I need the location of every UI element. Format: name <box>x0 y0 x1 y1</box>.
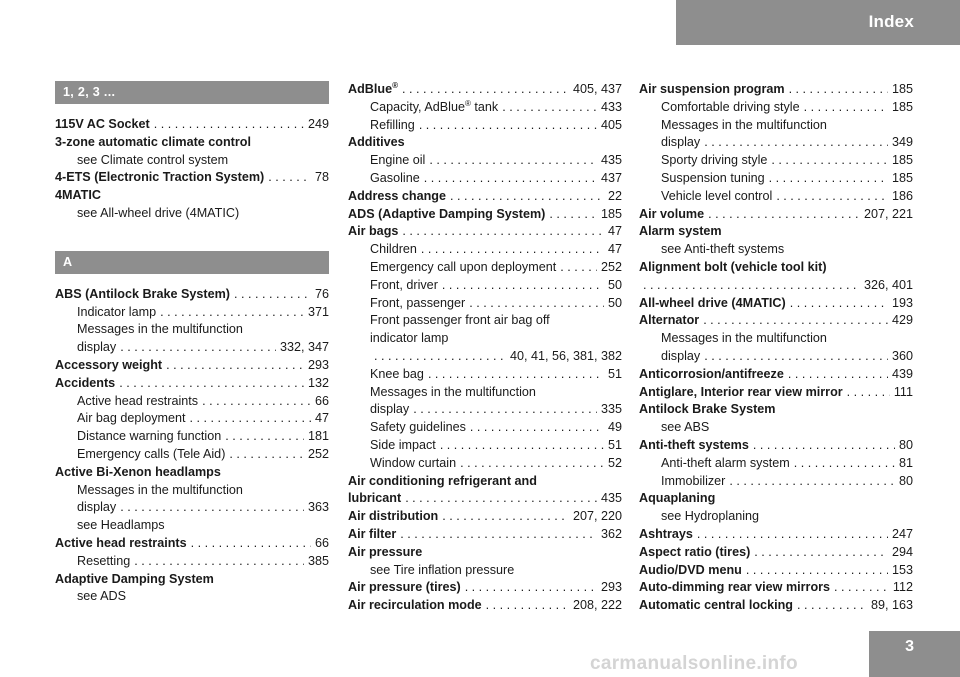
index-entry: Air bags . . . 47 <box>348 223 622 241</box>
index-entry: Alignment bolt (vehicle tool kit) <box>639 259 827 274</box>
section-header-123: 1, 2, 3 ... <box>55 81 329 104</box>
index-entry: Air filter . . . 362 <box>348 526 622 544</box>
index-entry: Additives <box>348 135 405 150</box>
index-entry: Active head restraints . . . 66 <box>55 535 329 553</box>
index-entry: Antiglare, Interior rear view mirror . . . 111 <box>639 384 913 402</box>
index-entry: 4MATIC <box>55 188 101 203</box>
index-entry: Auto-dimming rear view mirrors . . . 112 <box>639 579 913 597</box>
index-subentry: display . . . 360 <box>639 348 913 366</box>
index-entry: Adaptive Damping System <box>55 571 214 586</box>
index-entry: Air volume . . . 207, 221 <box>639 206 913 224</box>
index-subentry: indicator lamp <box>370 331 449 346</box>
index-subentry: Emergency call upon deployment . . . 252 <box>348 259 622 277</box>
index-subentry: Front passenger front air bag off <box>370 313 550 328</box>
index-entry: Automatic central locking . . . 89, 163 <box>639 597 913 615</box>
header-tab <box>676 0 960 45</box>
index-subentry: Suspension tuning . . . 185 <box>639 170 913 188</box>
watermark: carmanualsonline.info <box>590 653 798 674</box>
index-subentry: Side impact . . . 51 <box>348 437 622 455</box>
index-column-3 <box>639 81 913 615</box>
index-subentry: display . . . 363 <box>55 499 329 517</box>
index-subentry: display . . . 349 <box>639 134 913 152</box>
index-subentry: Anti-theft alarm system . . . 81 <box>639 455 913 473</box>
index-entry-pages: . . . 326, 401 <box>639 277 913 295</box>
index-column-2 <box>348 81 622 615</box>
index-entry: Anticorrosion/antifreeze . . . 439 <box>639 366 913 384</box>
index-subentry: Children . . . 47 <box>348 241 622 259</box>
index-subentry: Vehicle level control . . . 186 <box>639 188 913 206</box>
page-number: 3 <box>905 638 914 655</box>
index-entry: 4-ETS (Electronic Traction System) . . . 78 <box>55 169 329 187</box>
index-subentry: Resetting . . . 385 <box>55 553 329 571</box>
index-see-also: see Hydroplaning <box>661 509 760 524</box>
index-entry: Alternator . . . 429 <box>639 312 913 330</box>
index-subentry: Safety guidelines . . . 49 <box>348 419 622 437</box>
index-entry: lubricant . . . 435 <box>348 490 622 508</box>
index-subentry: display . . . 335 <box>348 401 622 419</box>
index-see-also: see Anti-theft systems <box>661 242 785 257</box>
index-entry: Air recirculation mode . . . 208, 222 <box>348 597 622 615</box>
index-entry: Accidents . . . 132 <box>55 375 329 393</box>
index-entry: Alarm system <box>639 224 722 239</box>
index-subentry: Gasoline . . . 437 <box>348 170 622 188</box>
index-entry: Anti-theft systems . . . 80 <box>639 437 913 455</box>
index-subentry: Distance warning function . . . 181 <box>55 428 329 446</box>
index-entry: Air pressure (tires) . . . 293 <box>348 579 622 597</box>
index-entry: Aquaplaning <box>639 491 716 506</box>
index-subentry: . . . 40, 41, 56, 381, 382 <box>348 348 622 366</box>
index-subentry: Air bag deployment . . . 47 <box>55 410 329 428</box>
index-subentry: Refilling . . . 405 <box>348 117 622 135</box>
page-title: Index <box>868 12 914 31</box>
page-number-box <box>869 631 960 677</box>
index-entry: 3-zone automatic climate control <box>55 134 251 149</box>
index-subentry: Knee bag . . . 51 <box>348 366 622 384</box>
section-header-a: A <box>55 251 329 274</box>
index-entry: Air distribution . . . 207, 220 <box>348 508 622 526</box>
index-see-also: see ADS <box>77 589 127 604</box>
index-subentry: Front, passenger . . . 50 <box>348 295 622 313</box>
index-entry: Aspect ratio (tires) . . . 294 <box>639 544 913 562</box>
index-entry: Active Bi-Xenon headlamps <box>55 464 221 479</box>
index-subentry: Active head restraints . . . 66 <box>55 393 329 411</box>
index-subentry: Engine oil . . . 435 <box>348 152 622 170</box>
index-subentry: Capacity, AdBlue® tank . . . 433 <box>348 99 622 117</box>
index-entry: Air pressure <box>348 544 423 559</box>
index-entry: Air conditioning refrigerant and <box>348 473 537 488</box>
index-subentry: Emergency calls (Tele Aid) . . . 252 <box>55 446 329 464</box>
index-subentry: Comfortable driving style . . . 185 <box>639 99 913 117</box>
index-subentry: Window curtain . . . 52 <box>348 455 622 473</box>
index-entry: Antilock Brake System <box>639 402 776 417</box>
index-subentry: Messages in the multifunction <box>77 482 243 497</box>
index-see-also: see Climate control system <box>77 152 229 167</box>
index-entry: Accessory weight . . . 293 <box>55 357 329 375</box>
index-entry: ABS (Antilock Brake System) . . . 76 <box>55 286 329 304</box>
index-see-also: see Tire inflation pressure <box>370 562 515 577</box>
index-see-also: see ABS <box>661 420 710 435</box>
index-subentry: Messages in the multifunction <box>661 117 827 132</box>
index-subentry: Messages in the multifunction <box>77 322 243 337</box>
index-subentry: Immobilizer . . . 80 <box>639 473 913 491</box>
index-subentry: Sporty driving style . . . 185 <box>639 152 913 170</box>
index-see-also: see All-wheel drive (4MATIC) <box>77 205 240 220</box>
index-subentry: Messages in the multifunction <box>661 331 827 346</box>
index-subentry: display . . . 332, 347 <box>55 339 329 357</box>
index-entry: Address change . . . 22 <box>348 188 622 206</box>
index-see-also: see Headlamps <box>77 518 165 533</box>
index-entry: Ashtrays . . . 247 <box>639 526 913 544</box>
index-entry: Audio/DVD menu . . . 153 <box>639 562 913 580</box>
index-entry: ADS (Adaptive Damping System) . . . 185 <box>348 206 622 224</box>
index-entry: Air suspension program . . . 185 <box>639 81 913 99</box>
index-column-1 <box>55 81 329 606</box>
index-subentry: Front, driver . . . 50 <box>348 277 622 295</box>
index-subentry: Indicator lamp . . . 371 <box>55 304 329 322</box>
index-entry: All-wheel drive (4MATIC) . . . 193 <box>639 295 913 313</box>
index-subentry: Messages in the multifunction <box>370 384 536 399</box>
index-entry: 115V AC Socket . . . 249 <box>55 116 329 134</box>
index-entry: AdBlue® . . . 405, 437 <box>348 81 622 99</box>
